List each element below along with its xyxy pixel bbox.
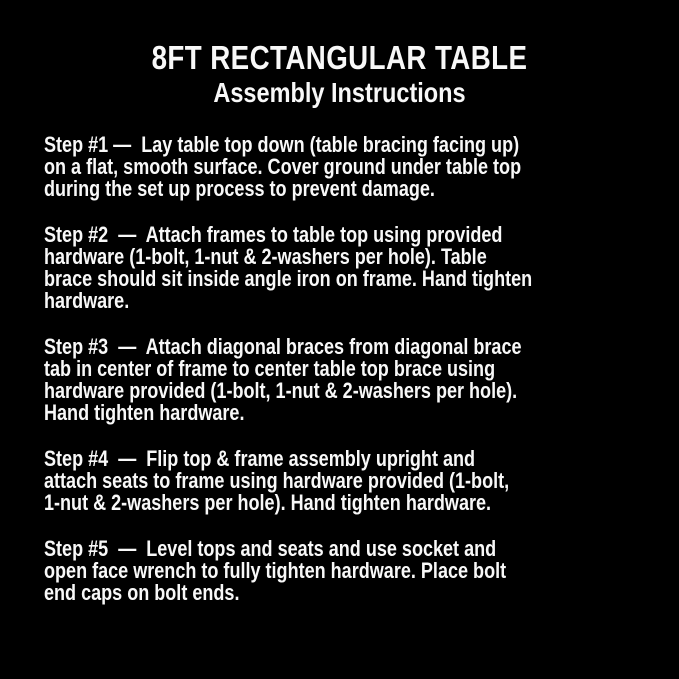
step-3-line-1: Step #3 — Attach diagonal braces from diagonal brace [44, 334, 522, 359]
step-5-line-1: Step #5 — Level tops and seats and use socket and [44, 536, 497, 561]
step-3-line-4: Hand tighten hardware. [44, 400, 245, 425]
step-4 [44, 448, 679, 514]
page-title: 8FT RECTANGULAR TABLE [151, 39, 528, 76]
step-2-line-3: brace should sit inside angle iron on frame. Hand tighten [44, 266, 533, 291]
step-3-line-3: hardware provided (1-bolt, 1-nut & 2-washers per hole). [44, 378, 518, 403]
step-3 [44, 336, 679, 424]
step-1-line-1: Step #1 — Lay table top down (table bracing facing up) [44, 132, 520, 157]
step-4-line-2: attach seats to frame using hardware provided (1-bolt, [44, 468, 510, 493]
step-1 [44, 134, 679, 200]
step-2 [44, 224, 679, 312]
step-1-line-2: on a flat, smooth surface. Cover ground under table top [44, 154, 522, 179]
step-1-line-3: during the set up process to prevent damage. [44, 176, 435, 201]
step-5-line-3: end caps on bolt ends. [44, 580, 240, 605]
steps-list [44, 134, 679, 604]
step-5-line-2: open face wrench to fully tighten hardware. Place bolt [44, 558, 507, 583]
step-4-line-3: 1-nut & 2-washers per hole). Hand tighten hardware. [44, 490, 492, 515]
step-3-line-2: tab in center of frame to center table top brace using [44, 356, 496, 381]
step-5 [44, 538, 679, 604]
step-2-line-2: hardware (1-bolt, 1-nut & 2-washers per hole). Table [44, 244, 487, 269]
step-2-line-1: Step #2 — Attach frames to table top using provided [44, 222, 503, 247]
step-4-line-1: Step #4 — Flip top & frame assembly upright and [44, 446, 476, 471]
page-subtitle: Assembly Instructions [213, 77, 466, 108]
step-2-line-4: hardware. [44, 288, 130, 313]
